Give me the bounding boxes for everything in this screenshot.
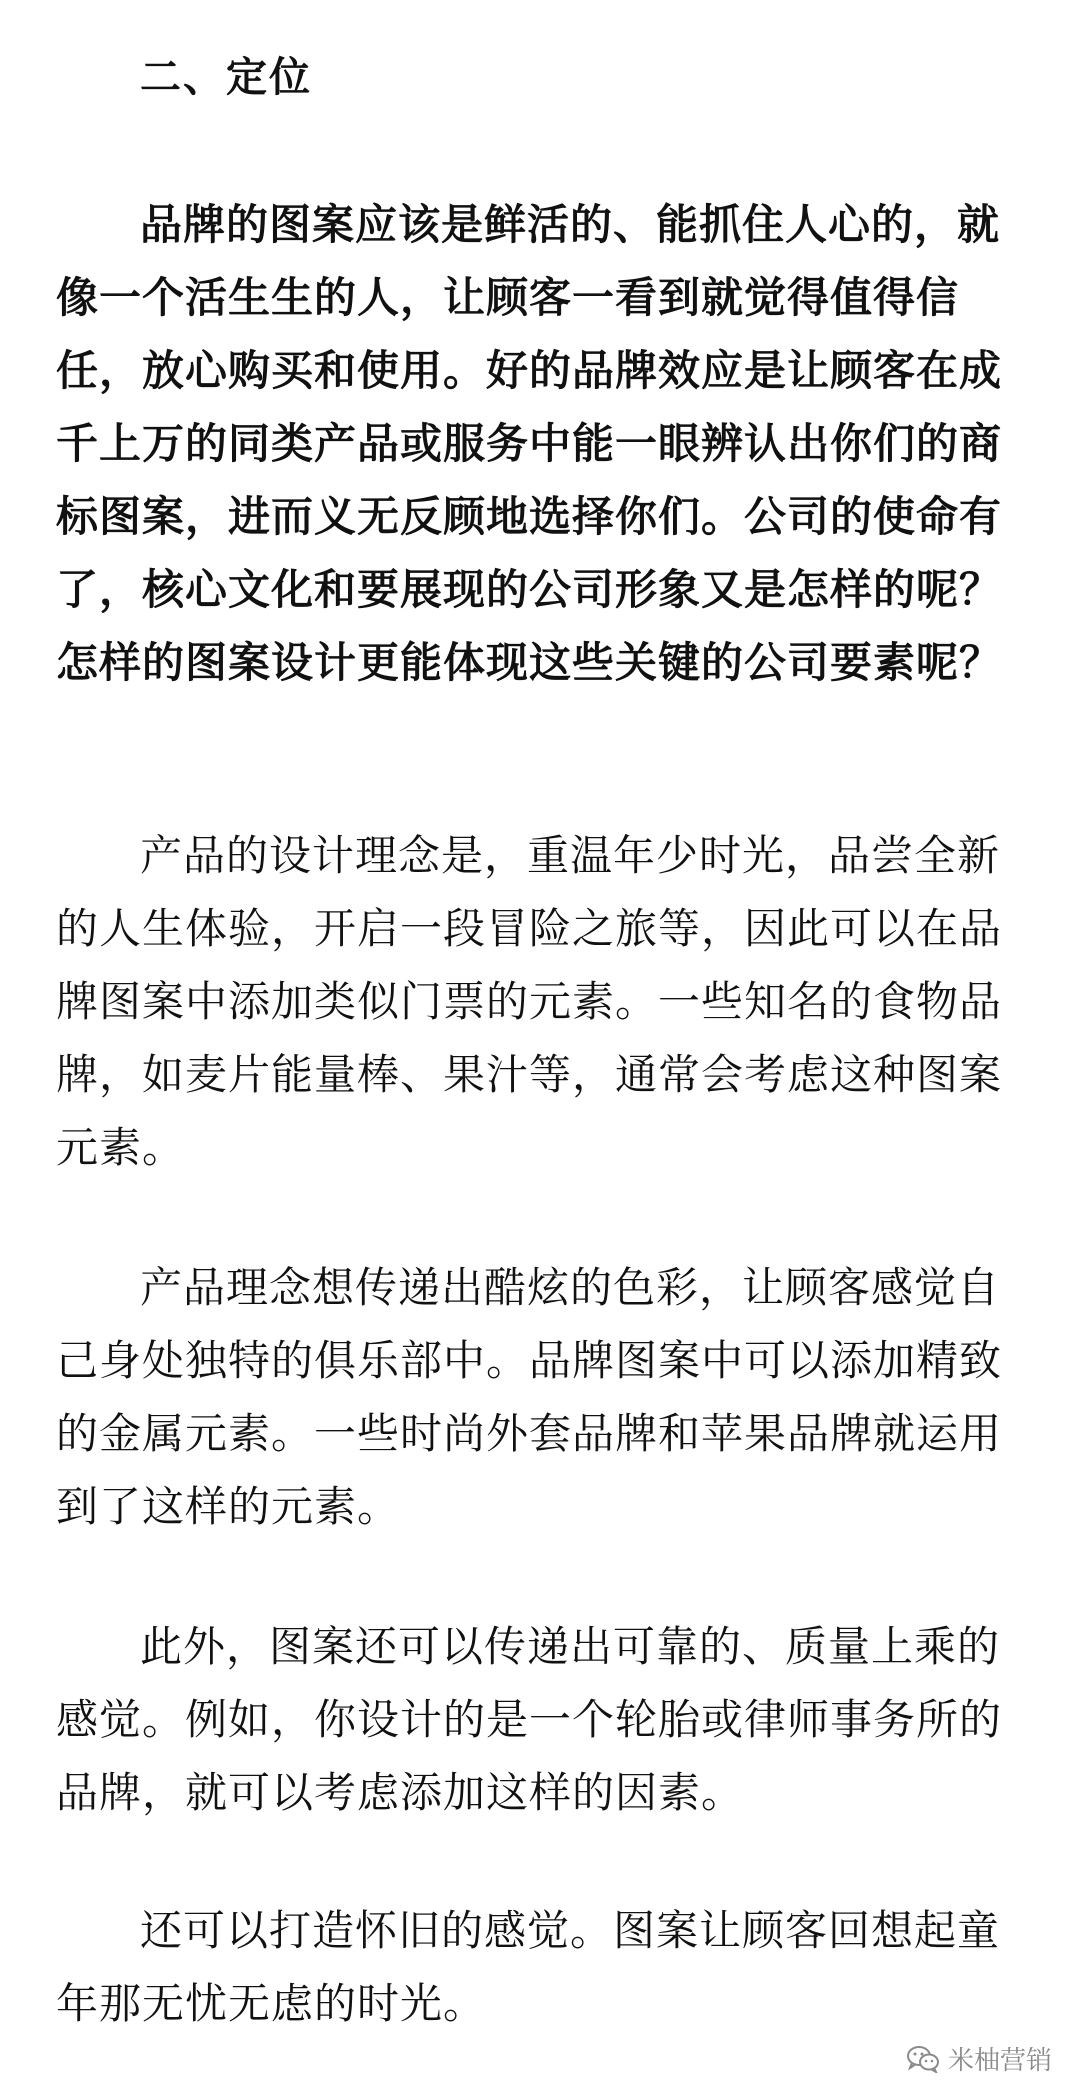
- watermark: [906, 2040, 1052, 2077]
- paragraph-design-concept: 产品的设计理念是，重温年少时光，品尝全新的人生体验，开启一段冒险之旅等，因此可以在品牌图案中添加类似门票的元素。一些知名的食物品牌，如麦片能量棒、果汁等，通常会考虑这种图案元素。: [56, 831, 1003, 1172]
- watermark-text: 米柚营销: [947, 2046, 1052, 2076]
- paragraph-cool-colors: 产品理念想传递出酷炫的色彩，让顾客感觉自己身处独特的俱乐部中。品牌图案中可以添加精致的金属元素。一些时尚外套品牌和苹果品牌就运用到了这样的元素。: [56, 1263, 1003, 1531]
- paragraph-nostalgia: 还可以打造怀旧的感觉。图案让顾客回想起童年那无忧无虑的时光。: [56, 1906, 1001, 2028]
- section-heading: 二、定位: [140, 53, 312, 101]
- paragraph-brand-pattern: 品牌的图案应该是鲜活的、能抓住人心的，就像一个活生生的人，让顾客一看到就觉得值得信任，放心购买和使用。好的品牌效应是让顾客在成千上万的同类产品或服务中能一眼辨认出你们的商标图案，进而义无反顾地选择你们。公司的使命有了，核心文化和要展现的公司形象又是怎样的呢？怎样的图案设计更能体现这些关键的公司要素呢？: [56, 200, 1003, 687]
- wechat-icon: [906, 2045, 940, 2073]
- paragraph-reliability: 此外，图案还可以传递出可靠的、质量上乘的感觉。例如，你设计的是一个轮胎或律师事务所的品牌，就可以考虑添加这样的因素。: [56, 1622, 1003, 1817]
